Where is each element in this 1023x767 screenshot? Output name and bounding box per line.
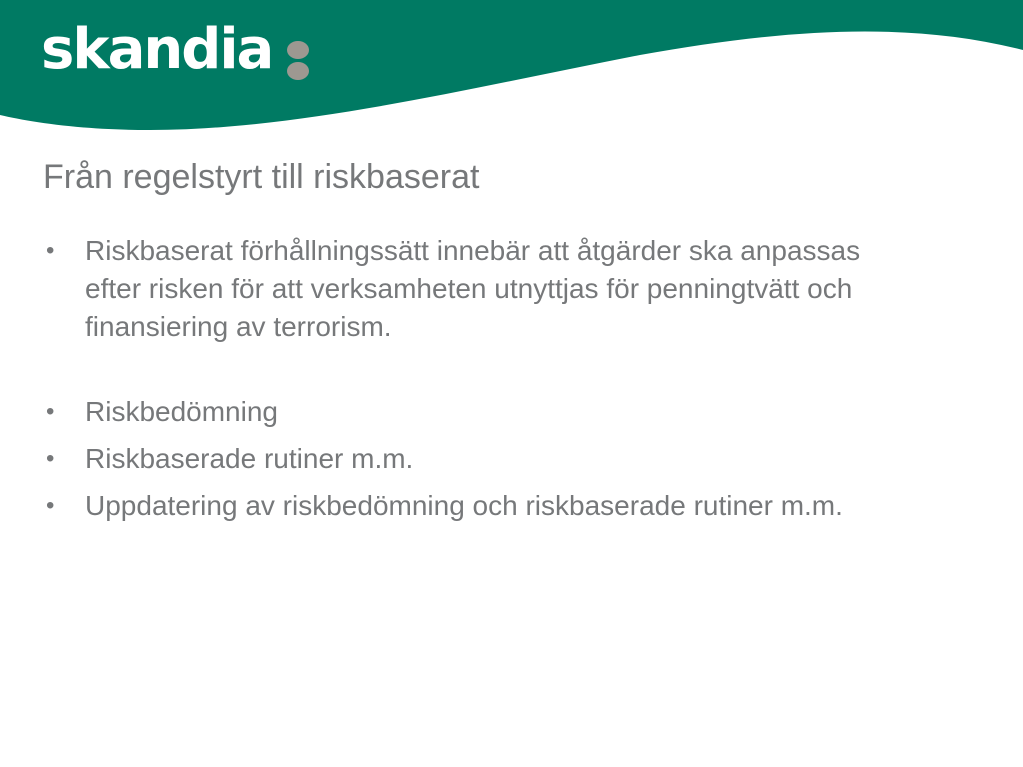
bullet-icon: • [46, 398, 55, 425]
bullet-icon: • [46, 237, 55, 264]
bullet-icon: • [46, 492, 55, 519]
bullet-icon: • [46, 445, 55, 472]
bullet-item-riskbased-routines [43, 440, 903, 478]
slide-title: Från regelstyrt till riskbaserat [43, 158, 480, 196]
bullet-text: Riskbaserat förhållningssätt innebär att åtgärder ska anpassas efter risken för att verksamheten utnyttjas för penningtvätt och finansiering av terrorism. [85, 235, 861, 342]
bullet-list [43, 232, 903, 534]
bullet-text: Uppdatering av riskbedömning och riskbaserade rutiner m.m. [85, 490, 843, 521]
logo-dot-bottom [287, 62, 309, 80]
logo-dots-icon [287, 41, 309, 81]
skandia-logo-text: skandia [41, 17, 273, 82]
logo-dot-top [287, 41, 309, 59]
bullet-text: Riskbaserade rutiner m.m. [85, 443, 414, 474]
bullet-item-riskbased-approach [43, 232, 903, 346]
bullet-item-risk-assessment [43, 393, 903, 431]
bullet-item-update-assessment [43, 487, 903, 525]
bullet-text: Riskbedömning [85, 396, 278, 427]
